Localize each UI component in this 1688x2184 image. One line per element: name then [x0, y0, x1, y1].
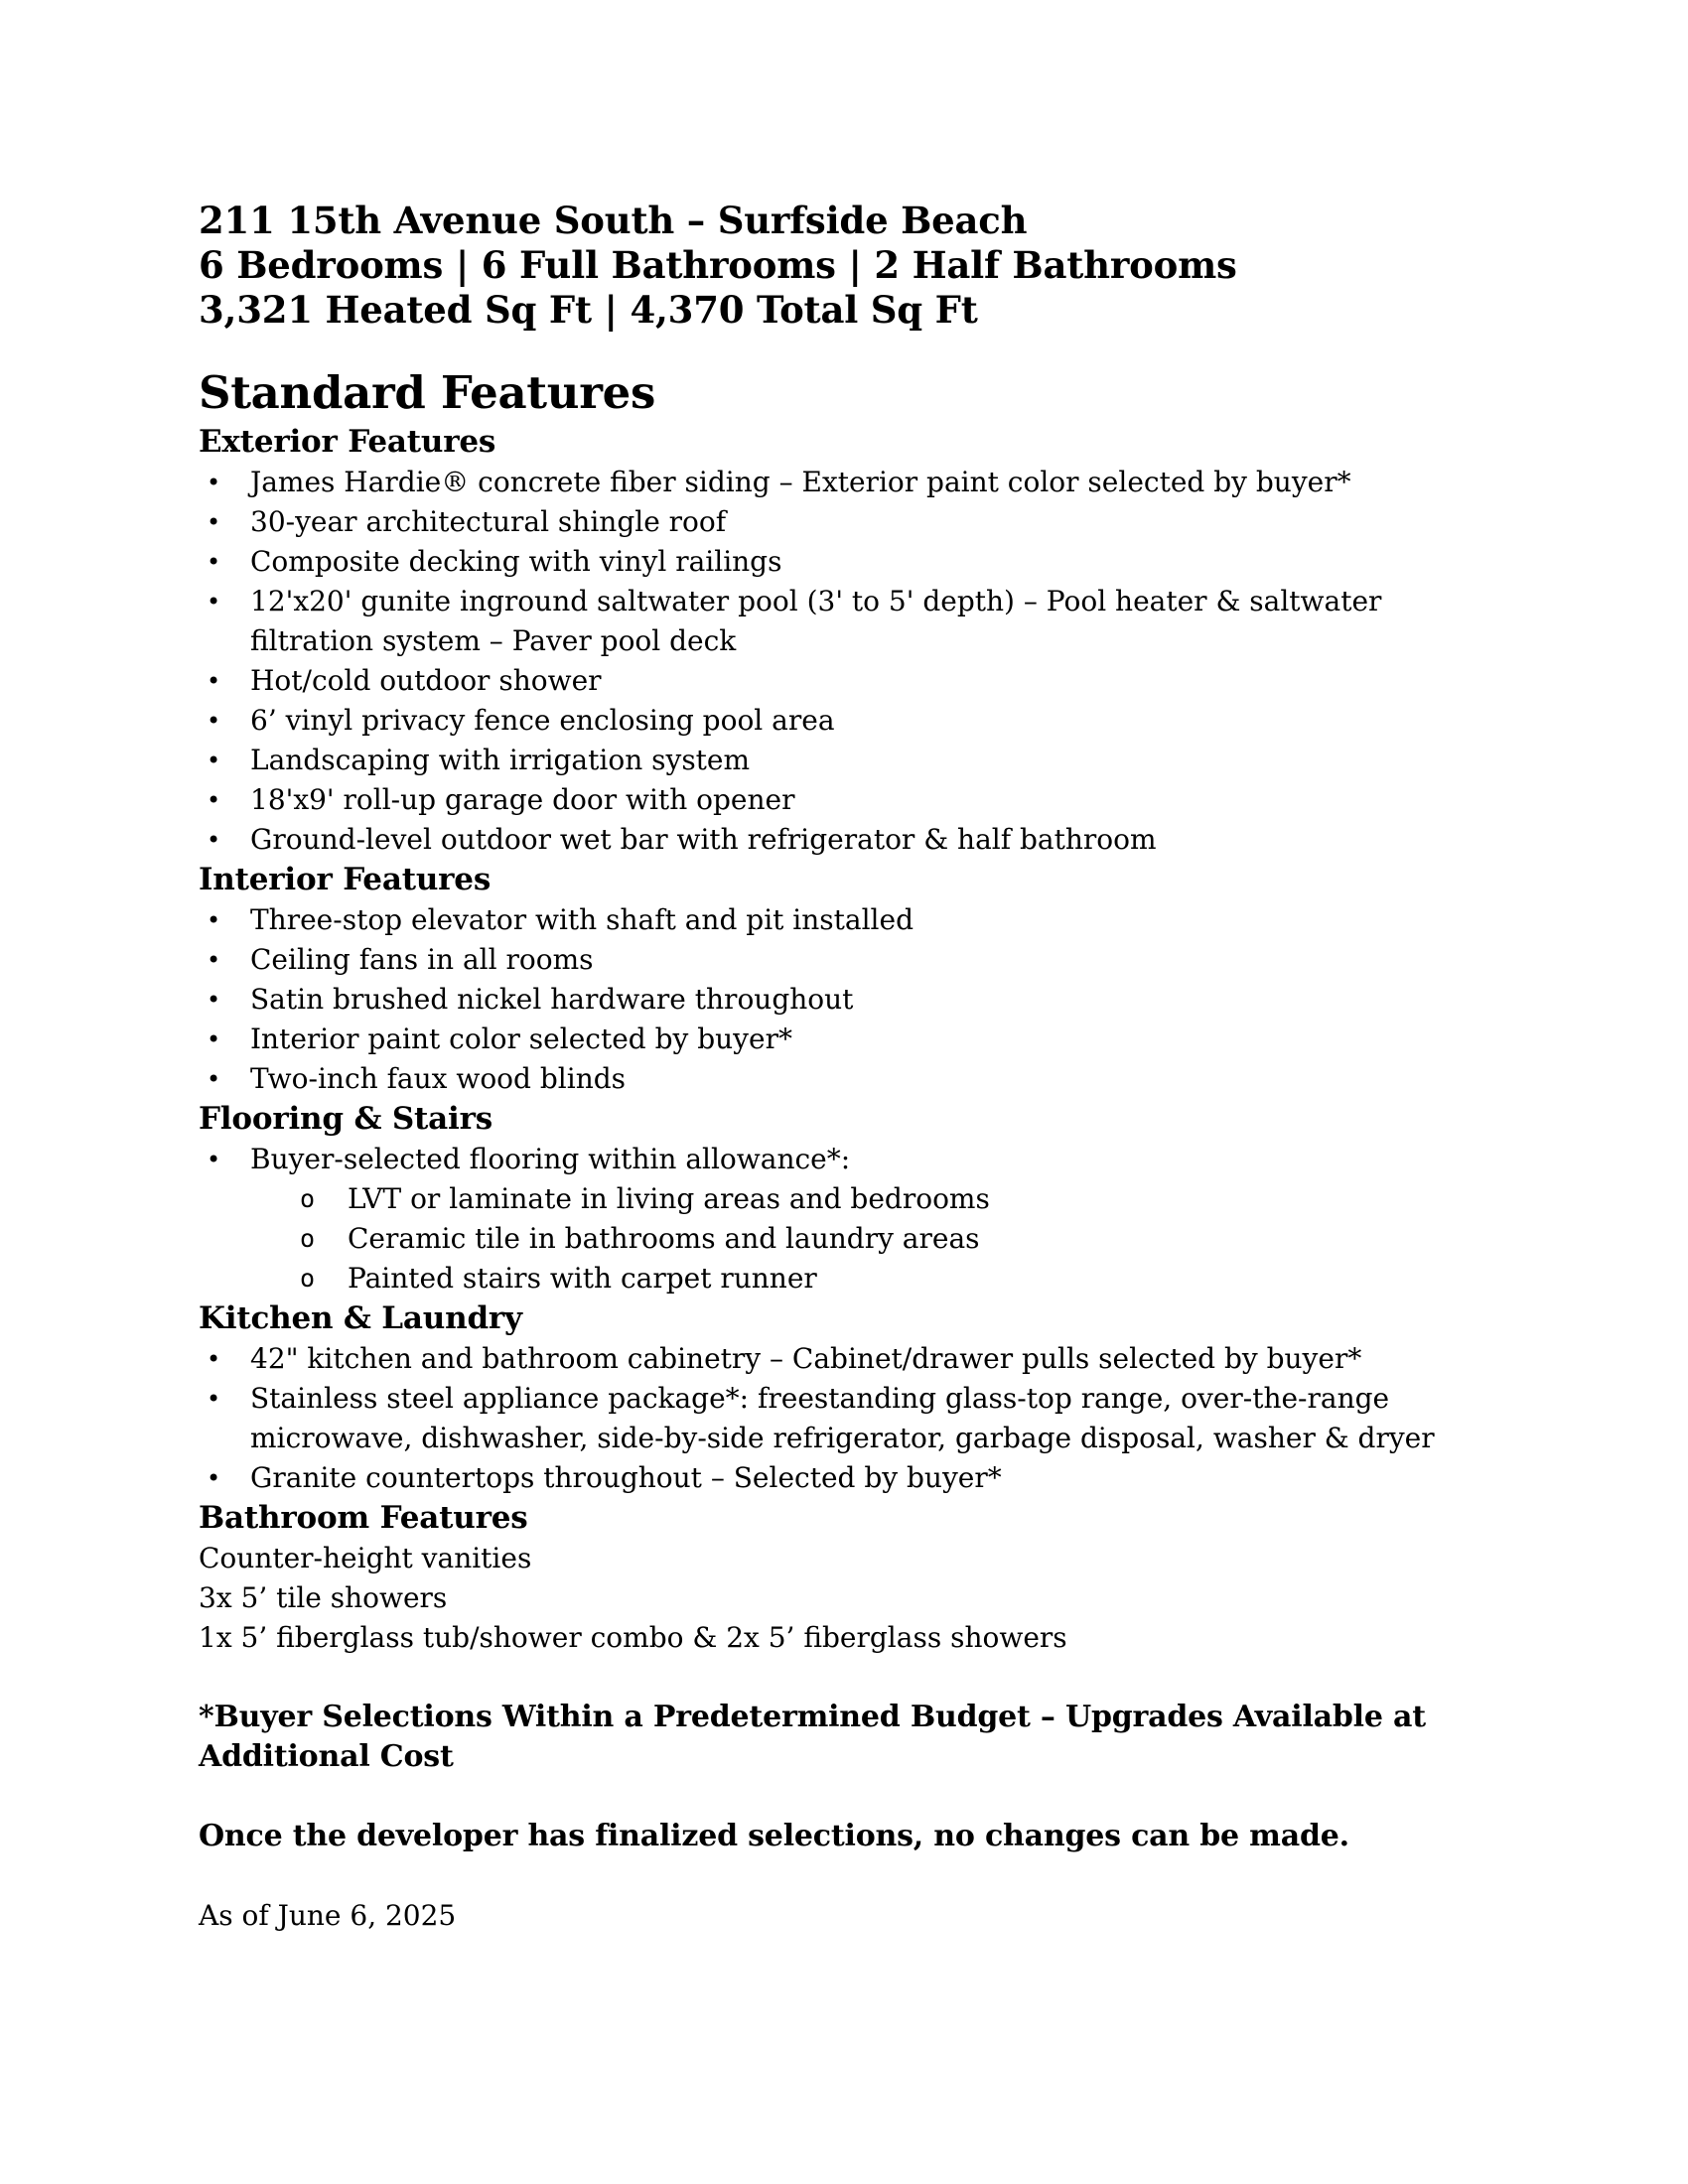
section-heading-interior: Interior Features — [199, 862, 492, 897]
feature-bullet — [199, 701, 1489, 741]
bullet-marker-icon: • — [207, 508, 221, 536]
bullet-text: Composite decking with vinyl railings — [250, 545, 782, 578]
bullet-text: Hot/cold outdoor shower — [250, 664, 602, 697]
section-heading-bathroom: Bathroom Features — [199, 1500, 528, 1536]
feature-bullet — [199, 542, 1489, 582]
listing-header — [199, 199, 1489, 333]
feature-bullet — [199, 900, 1489, 940]
section-bathroom-features — [199, 1498, 1489, 1658]
bullet-marker-icon: • — [207, 986, 221, 1014]
section-heading-flooring: Flooring & Stairs — [199, 1101, 492, 1137]
blank-line — [199, 1658, 1489, 1698]
bullet-text: Two-inch faux wood blinds — [250, 1062, 627, 1095]
feature-bullet — [199, 741, 1489, 780]
bullet-marker-icon: • — [207, 786, 221, 814]
buyer-selections-note: *Buyer Selections Within a Predetermined Budget – Upgrades Available at Additional Cost — [199, 1700, 1426, 1774]
feature-bullet — [199, 1059, 1489, 1099]
sub-bullet-text: Ceramic tile in bathrooms and laundry areas — [348, 1222, 980, 1255]
section-heading-kitchen: Kitchen & Laundry — [199, 1300, 522, 1336]
feature-bullet — [199, 463, 1489, 502]
bullet-marker-icon: • — [207, 588, 221, 615]
bullet-marker-icon: • — [207, 906, 221, 934]
feature-bullet — [199, 940, 1489, 980]
section-flooring-stairs — [199, 1099, 1489, 1298]
feature-bullet — [199, 1140, 1489, 1179]
bullet-text: 12'x20' gunite inground saltwater pool (3' to 5' depth) – Pool heater & saltwater filtration system – Paver pool deck — [250, 585, 1382, 657]
bullet-text: Buyer-selected flooring within allowance*: — [250, 1143, 851, 1175]
feature-sub-bullet — [199, 1179, 1489, 1219]
sub-bullet-marker-icon: o — [300, 1264, 316, 1293]
address-line: 211 15th Avenue South – Surfside Beach — [199, 199, 1028, 242]
feature-bullet — [199, 1339, 1489, 1379]
bathroom-line: 1x 5’ fiberglass tub/shower combo & 2x 5’ fiberglass showers — [199, 1621, 1067, 1654]
bullet-marker-icon: • — [207, 1146, 221, 1173]
feature-bullet — [199, 1020, 1489, 1059]
blank-line — [199, 1856, 1489, 1896]
bullet-marker-icon: • — [207, 747, 221, 774]
sub-bullet-marker-icon: o — [300, 1184, 316, 1213]
bullet-text: Ground-level outdoor wet bar with refrigerator & half bathroom — [250, 823, 1157, 856]
blank-line — [199, 1777, 1489, 1817]
bullet-text: Ceiling fans in all rooms — [250, 943, 594, 976]
bullet-text: James Hardie® concrete fiber siding – Exterior paint color selected by buyer* — [250, 466, 1351, 498]
rooms-line: 6 Bedrooms | 6 Full Bathrooms | 2 Half Bathrooms — [199, 243, 1237, 287]
standard-features-heading: Standard Features — [199, 366, 655, 419]
section-heading-exterior: Exterior Features — [199, 424, 496, 460]
feature-bullet — [199, 820, 1489, 860]
bullet-marker-icon: • — [207, 548, 221, 576]
bullet-text: Stainless steel appliance package*: freestanding glass-top range, over-the-range microwave, dishwasher, side-by-side refrigerator, garbage disposal, washer & dryer — [250, 1382, 1435, 1454]
section-kitchen-laundry — [199, 1298, 1489, 1498]
bullet-marker-icon: • — [207, 1345, 221, 1373]
bullet-marker-icon: • — [207, 1385, 221, 1413]
sub-bullet-text: LVT or laminate in living areas and bedrooms — [348, 1182, 990, 1215]
feature-sub-bullet — [199, 1259, 1489, 1298]
feature-sub-bullet — [199, 1219, 1489, 1259]
bullet-marker-icon: • — [207, 1464, 221, 1492]
as-of-date: As of June 6, 2025 — [199, 1899, 457, 1932]
bullet-text: Interior paint color selected by buyer* — [250, 1023, 792, 1055]
bullet-marker-icon: • — [207, 1025, 221, 1053]
bullet-text: 6’ vinyl privacy fence enclosing pool area — [250, 704, 835, 737]
section-interior-features — [199, 860, 1489, 1099]
bathroom-line: 3x 5’ tile showers — [199, 1581, 448, 1614]
no-changes-note: Once the developer has finalized selections, no changes can be made. — [199, 1819, 1349, 1853]
bullet-marker-icon: • — [207, 1065, 221, 1093]
feature-bullet — [199, 780, 1489, 820]
feature-bullet — [199, 661, 1489, 701]
bullet-text: 30-year architectural shingle roof — [250, 505, 727, 538]
bullet-text: Satin brushed nickel hardware throughout — [250, 983, 854, 1016]
section-exterior-features — [199, 422, 1489, 860]
feature-bullet — [199, 1379, 1489, 1458]
bullet-text: 18'x9' roll-up garage door with opener — [250, 783, 795, 816]
sqft-line: 3,321 Heated Sq Ft | 4,370 Total Sq Ft — [199, 288, 978, 332]
feature-bullet — [199, 502, 1489, 542]
bathroom-line: Counter-height vanities — [199, 1542, 532, 1574]
bullet-text: Granite countertops throughout – Selected by buyer* — [250, 1461, 1002, 1494]
feature-bullet — [199, 582, 1489, 661]
bullet-marker-icon: • — [207, 707, 221, 735]
bullet-text: Landscaping with irrigation system — [250, 744, 751, 776]
bullet-marker-icon: • — [207, 469, 221, 496]
bullet-text: Three-stop elevator with shaft and pit installed — [250, 903, 914, 936]
bullet-marker-icon: • — [207, 667, 221, 695]
sub-bullet-marker-icon: o — [300, 1224, 316, 1253]
bullet-marker-icon: • — [207, 946, 221, 974]
bullet-marker-icon: • — [207, 826, 221, 854]
sub-bullet-text: Painted stairs with carpet runner — [348, 1262, 817, 1295]
feature-bullet — [199, 1458, 1489, 1498]
feature-bullet — [199, 980, 1489, 1020]
bullet-text: 42" kitchen and bathroom cabinetry – Cabinet/drawer pulls selected by buyer* — [250, 1342, 1362, 1375]
